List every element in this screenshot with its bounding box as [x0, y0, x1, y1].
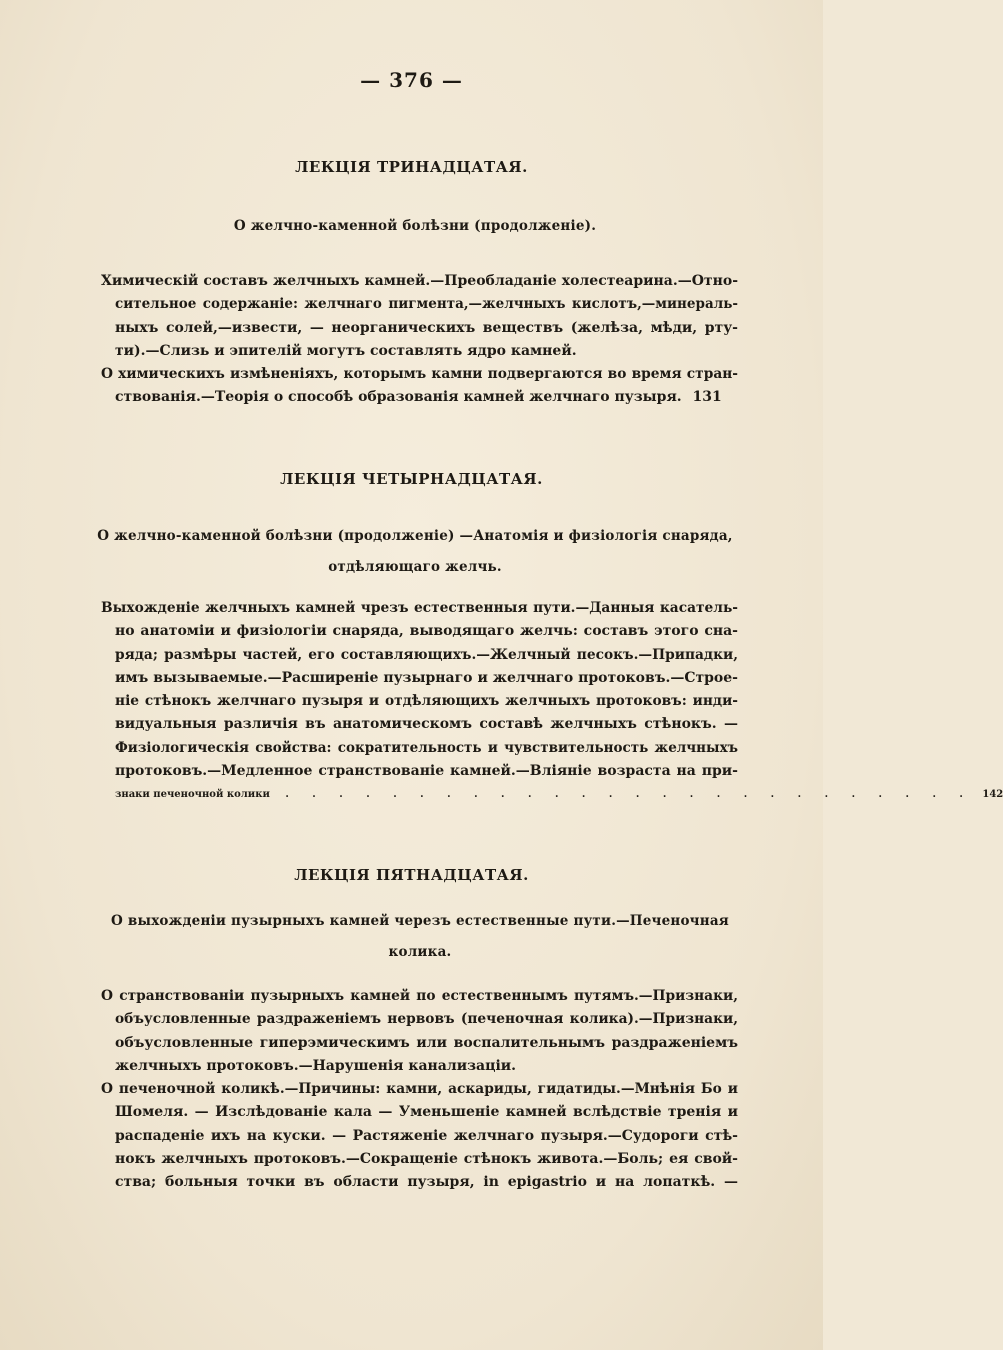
entry-line: желчныхъ протоковъ.—Нарушенія канализаціи.	[115, 1057, 517, 1074]
entry-line: Химическій составъ желчныхъ камней.—Преобладаніе холестеарина.—Отно-	[101, 273, 738, 289]
lecture-subtitle-14	[92, 521, 738, 583]
lecture-title-14: ЛЕКЦІЯ ЧЕТЫРНАДЦАТАЯ.	[280, 470, 543, 488]
subtitle-line: О желчно-каменной болѣзни (продолженіе) —Анатомія и физіологія снаряда,	[97, 528, 733, 544]
leader-dots: . . . . . . . . . . . . . . . . . . . . . . . . . .	[285, 789, 973, 801]
entry-reference-line	[101, 386, 738, 409]
entry-line: Физіологическія свойства: сократительность и чувствительность желчныхъ	[115, 739, 738, 756]
contents-entry	[101, 985, 738, 1195]
entry-line: Выхожденіе желчныхъ камней чрезъ естественныя пути.—Данныя касатель-	[101, 600, 738, 616]
entry-line: но анатоміи и физіологіи снаряда, выводящаго желчь: составъ этого сна-	[115, 623, 738, 640]
lecture-subtitle-13	[95, 211, 735, 242]
subtitle-line: отдѣляющаго желчь.	[328, 559, 502, 575]
subtitle-line: О выхожденіи пузырныхъ камней черезъ естественные пути.—Печеночная	[111, 913, 729, 929]
entry-line: нокъ желчныхъ протоковъ.—Сокращеніе стѣнокъ живота.—Боль; ея свой-	[115, 1151, 738, 1168]
entry-line: ніе стѣнокъ желчнаго пузыря и отдѣляющихъ желчныхъ протоковъ: инди-	[115, 693, 738, 710]
entry-line: ряда; размѣры частей, его составляющихъ.—Желчный песокъ.—Припадки,	[115, 646, 738, 663]
entry-line: протоковъ.—Медленное странствованіе камней.—Вліяніе возраста на при-	[115, 763, 738, 780]
contents-entry	[101, 270, 738, 410]
entry-line: распаденіе ихъ на куски. — Растяженіе желчнаго пузыря.—Судороги стѣ-	[115, 1127, 738, 1144]
entry-line: знаки печеночной колики	[115, 789, 270, 801]
lecture-title-13: ЛЕКЦІЯ ТРИНАДЦАТАЯ.	[295, 158, 528, 176]
subtitle-line: колика.	[388, 944, 452, 960]
page-reference: 142	[982, 789, 1003, 801]
page-number: — 376 —	[360, 68, 463, 92]
lecture-title-15: ЛЕКЦІЯ ПЯТНАДЦАТАЯ.	[294, 866, 529, 884]
entry-line: ства; больныя точки въ области пузыря, in epigastrio и на лопаткѣ. —	[115, 1174, 738, 1191]
entry-line: сительное содержаніе: желчнаго пигмента,—желчныхъ кислотъ,—минераль-	[115, 296, 738, 313]
entry-line: О странствованіи пузырныхъ камней по естественнымъ путямъ.—Признаки,	[101, 988, 738, 1004]
entry-line: ствованія.—Теорія о способѣ образованія камней желчнаго пузыря.	[115, 389, 682, 406]
entry-line: ти).—Слизь и эпителій могутъ составлять ядро камней.	[115, 342, 577, 359]
entry-line: О печеночной коликѣ.—Причины: камни, аскариды, гидатиды.—Мнѣнія Бо и	[101, 1081, 738, 1098]
entry-line: О химическихъ измѣненіяхъ, которымъ камни подвергаются во время стран-	[101, 366, 738, 383]
entry-line: Шомеля. — Изслѣдованіе кала — Уменьшеніе камней вслѣдствіе тренія и	[115, 1104, 738, 1121]
entry-line: видуальныя различія въ анатомическомъ составѣ желчныхъ стѣнокъ. —	[115, 716, 738, 733]
subtitle-line: О желчно-каменной болѣзни (продолженіе).	[233, 218, 597, 234]
contents-entry	[101, 597, 1003, 807]
entry-reference-line	[101, 783, 1003, 806]
entry-line: объусловленные гиперэмическимъ или воспалительнымъ раздраженіемъ	[115, 1034, 738, 1051]
page-reference: 131	[692, 389, 722, 406]
entry-line: имъ вызываемые.—Расширеніе пузырнаго и желчнаго протоковъ.—Строе-	[115, 669, 738, 686]
lecture-subtitle-15	[100, 906, 740, 968]
entry-line: объусловленные раздраженіемъ нервовъ (печеночная колика).—Признаки,	[115, 1011, 738, 1028]
entry-line: ныхъ солей,—извести, — неорганическихъ веществъ (желѣза, мѣди, рту-	[115, 319, 738, 336]
